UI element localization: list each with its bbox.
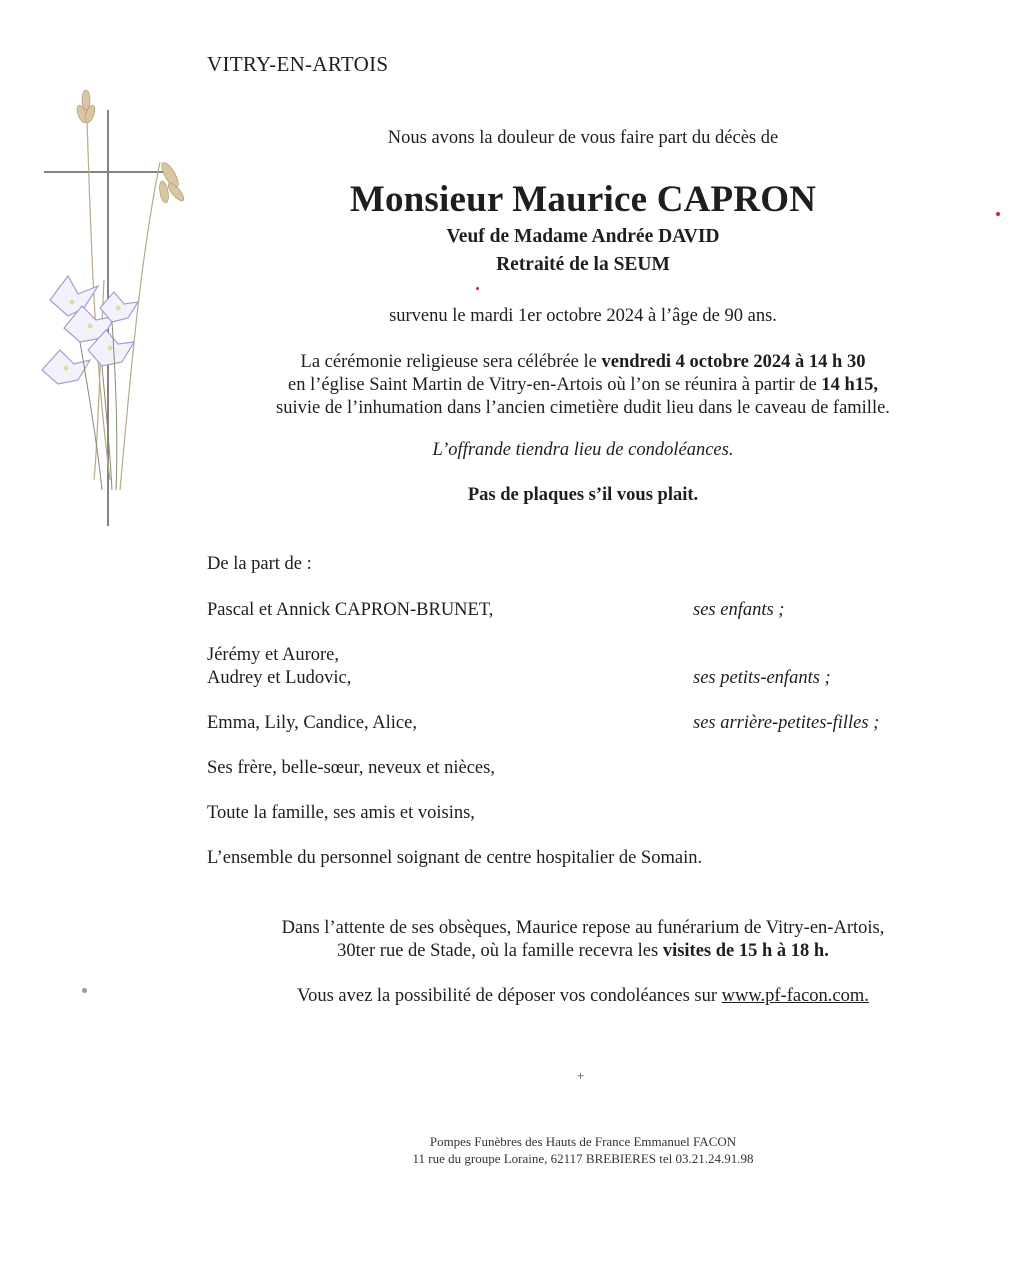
retired-line: Retraité de la SEUM [496, 254, 670, 275]
ceremony-line-1: La cérémonie religieuse sera célébrée le vendredi 4 octobre 2024 à 14 h 30 [300, 352, 866, 372]
no-plaques-line: Pas de plaques s’il vous plait. [467, 485, 699, 505]
offering-line: L’offrande tiendra lieu de condoléances. [432, 440, 734, 460]
intro-line: Nous avons la douleur de vous faire part du décès de [387, 128, 779, 148]
town-heading: VITRY-EN-ARTOIS [207, 52, 389, 76]
footer-line-1: Pompes Funèbres des Hauts de France Emmanuel FACON [429, 1134, 737, 1149]
grandchildren-relation: ses petits-enfants ; [693, 668, 831, 688]
ceremony-line-2: en l’église Saint Martin de Vitry-en-Artois où l’on se réunira à partir de 14 h15, [288, 375, 878, 395]
great-grandchildren-relation: ses arrière-petites-filles ; [693, 713, 880, 733]
cross-wheat-lily-icon [20, 80, 200, 540]
scan-speck [476, 287, 479, 290]
children-relation: ses enfants ; [693, 600, 785, 620]
widow-line: Veuf de Madame Andrée DAVID [446, 226, 720, 247]
condolences-line: Vous avez la possibilité de déposer vos condoléances sur www.pf-facon.com. [297, 986, 869, 1006]
wake-line-1: Dans l’attente de ses obsèques, Maurice repose au funérarium de Vitry-en-Artois, [281, 918, 885, 938]
ceremony-block [250, 351, 916, 420]
scan-speck [82, 988, 87, 993]
death-date-line: survenu le mardi 1er octobre 2024 à l’âge de 90 ans. [389, 306, 777, 326]
grandchildren-line-1: Jérémy et Aurore, [207, 645, 340, 665]
separator-mark: + [577, 1068, 585, 1083]
visiting-hours: visites de 15 h à 18 h. [662, 941, 829, 961]
condolences-link[interactable]: www.pf-facon.com. [721, 986, 869, 1006]
family-intro: De la part de : [207, 554, 312, 574]
funeral-home-footer [250, 1133, 916, 1167]
children-names: Pascal et Annick CAPRON-BRUNET, [207, 600, 494, 620]
wake-block [250, 917, 916, 963]
scan-speck [996, 212, 1000, 216]
ceremony-line-3: suivie de l’inhumation dans l’ancien cimetière dudit lieu dans le caveau de famille. [276, 398, 890, 418]
gathering-time: 14 h15, [821, 375, 878, 395]
wake-line-2: 30ter rue de Stade, où la famille recevra les visites de 15 h à 18 h. [337, 941, 829, 961]
siblings-line: Ses frère, belle-sœur, neveux et nièces, [207, 758, 495, 778]
great-grandchildren-names: Emma, Lily, Candice, Alice, [207, 713, 417, 733]
grandchildren-line-2: Audrey et Ludovic, [207, 668, 352, 688]
deceased-name: Monsieur Maurice CAPRON [349, 179, 817, 220]
footer-line-2: 11 rue du groupe Loraine, 62117 BREBIERES tel 03.21.24.91.98 [412, 1151, 754, 1166]
care-staff-line: L’ensemble du personnel soignant de centre hospitalier de Somain. [207, 848, 703, 868]
family-friends-line: Toute la famille, ses amis et voisins, [207, 803, 475, 823]
ceremony-datetime: vendredi 4 octobre 2024 à 14 h 30 [601, 352, 866, 372]
